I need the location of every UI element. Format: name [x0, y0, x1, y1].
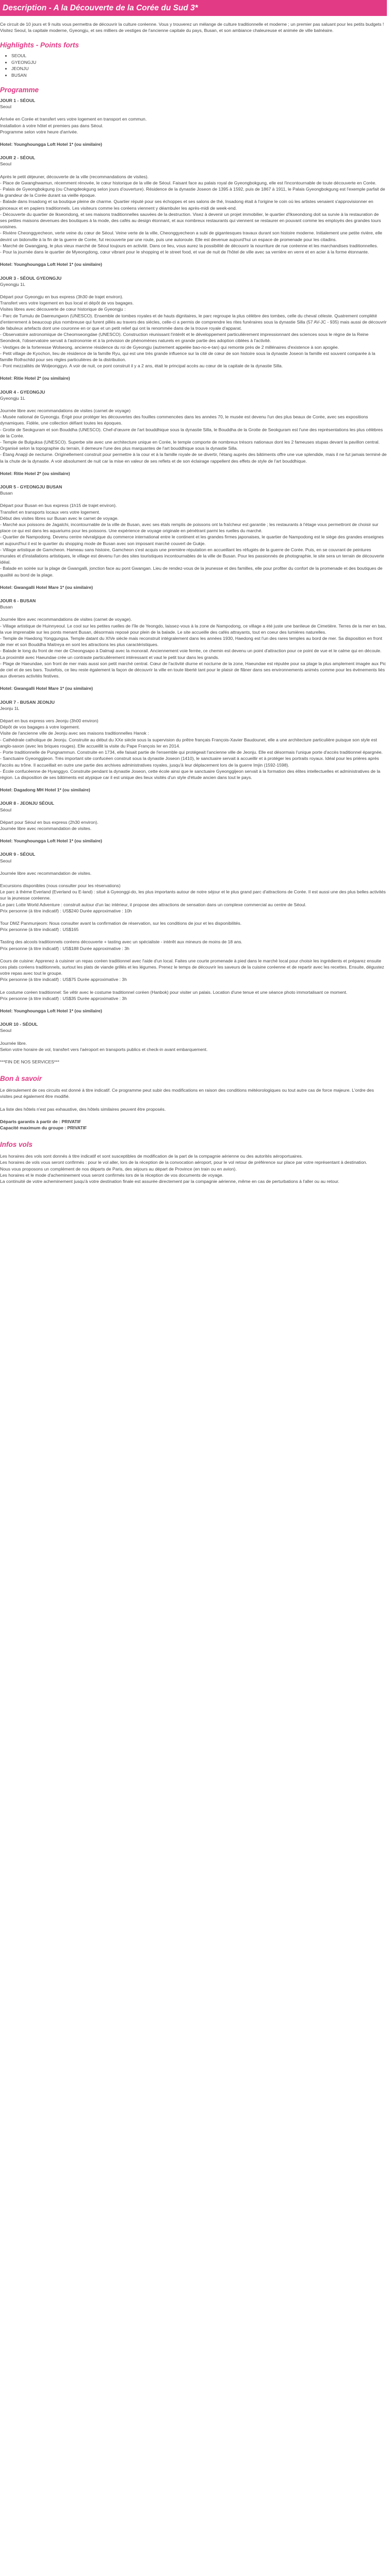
day-paragraph: Journée libre avec recommandations de visites (carnet de voyage) - Musée national de Gyeongju. Érigé pour protéger les découvertes des fouilles commencées dans les années 70, le musée est devenu l'un des plus beaux de Corée, avec ses expositions dynamiques. Fidèle, une collection défiant toutes les époques. - Grotte de Seokguram et son Bouddha (UNESCO). Chef-d'œuvre de l'art bouddhique sous la dynastie Silla, le Bouddha de la Grotte de Seokguram est l'une des représentations les plus célèbres de la Corée. - Temple de Bulguksa (UNESCO). Superbe site avec une architecture unique en Corée, le temple comporte de nombreux trésors nationaux dont les 2 fameuses stupas devant la pavillon central. Organisé selon la topographie du terrain, il demeure l'une des plus marquantes de l'art bouddhique sous la dynastie Silla. - Étang Anapji de necturne. Originellement construit pour permettre à la cour et à la famille royale de se divertir, l'étang auprès des bâtiments offre une vue splendide, mais il ne fut jamais terminé de la la chute de la dynastie. A voir absolument de nuit car la mise en valeur de ses reflets et de son éclairage rappellent des effets de style de l'art bouddhique.	[0, 408, 387, 464]
day-paragraph: Tour DMZ Panmunjeom: Nous consulter avant la confirmation de réservation, sur les conditions de jour et les disponibilités. Prix personne (à titre indicatif) : US$165	[0, 920, 242, 933]
programme-day	[0, 851, 387, 1014]
bon-a-savoir-title: Bon à savoir	[0, 1075, 42, 1083]
programme-days	[0, 97, 387, 1065]
day-paragraph: Départ pour Séoul en bus express (2h30 environ). Journée libre avec recommandation de visites.	[0, 819, 99, 831]
bon-a-savoir-paragraph: La liste des hôtels n'est pas exhaustive, des hôtels similaires peuvent être proposés.	[0, 1106, 166, 1112]
day-hotel: Hotel: Younghoungga Loft Hotel 1* (ou similaire)	[0, 262, 102, 267]
day-title: JOUR 4 - GYEONGJU	[0, 389, 45, 395]
programme-day	[0, 1021, 387, 1065]
day-paragraph: Arrivée en Corée et transfert vers votre logement en transport en commun. Installation à votre hôtel et premiers pas dans Séoul. Programme selon votre heure d'arrivée.	[0, 116, 147, 134]
day-paragraph: Cours de cuisine: Apprenez à cuisiner un repas coréen traditionnel avec l'aide d'un local. Faites une courte promenade à pied dans le marché local pour choisir les ingrédients et préparez ensuite ces plats coréens traditionnels, surtout les plats de viande grillés et les légumes. Prenez le temps de découvrir les saveurs de la cuisine coréenne et de repartir avec les recettes. Ensuite, dégustez votre repas avec tout le groupe. Prix personne (à titre indicatif) : US$75 Durée approximative : 3h	[0, 958, 384, 982]
day-paragraph: Tasting des alcools traditionnels coréens découverte + tasting avec un spécialiste - intérêt aux mineurs de moins de 18 ans. Prix personne (à titre indicatif) : US$188 Durée approximative : 3h	[0, 939, 242, 951]
day-title: JOUR 6 - BUSAN	[0, 598, 36, 604]
day-paragraph: Après le petit déjeuner, découverte de la ville (recommandations de visites). - Place de Gwanghwamun, récemment rénovée, le cœur historique de la ville de Séoul. Faisant face au palais royal de Gyeongbokgung, elle est l'incontournable de toute découverte en Corée. - Palais de Gyeongbokgung (ou Changdeokgung selon jours d'ouverture). Résidence de la dynastie Joseon de 1395 à 1592, puis de 1867 à 1911, le Palais Gyeongbokgung est l'exemple parfait de la grandeur de la Corée durant sa vieille époque. - Balade dans Insadong et sa boutique pleine de charme. Quartier réputé pour ses échoppes et ses salons de thé, Insadong était à l'origine le coin où les artistes venaient s'approvisionner en pinceaux et en papiers traditionnels. Les visiteurs comme les coréens viennent y déambuler les après-midi de week-end. - Découverte du quartier de Ikseondong, et ses maisons traditionnelles sauvées de la destruction. Visez à devenir un projet immobilier, le quartier d'Ikseondong doit sa survie à la restauration de ses petites maisons devenues des boutiques à la mode, des cafés au design étonnant, et aux nombreux restaurants qui viennent se restaurer en pouvant comme les employés des grandes tours voisines. - Rivière Cheonggyecheon, verte veine du cœur de Séoul. Veine verte de la ville, Cheonggyecheon a subi de gigantesques travaux durant son histoire moderne. Initialement une petite rivière, elle devint un bidonville à la fin de la guerre de Corée, fut recouverte par une route, puis une autoroute. Elle est devenue aujourd'hui un espace de promenade pour les citadins. - Marché de Gwangjang, le plus vieux marché de Séoul toujours en activité. Dans ce lieu, vous aurez la possibilité de découvrir la nourriture de rue coréenne et les marchandises traditionnelles. - Pour la journée dans le quartier de Myeongdong, cœur vibrant pour le shopping et le street food, et vue de nuit de l'hôtel de ville avec sa verrière en verre et en acier à la forme étonnante.	[0, 174, 385, 255]
day-paragraph: Départ en bus express vers Jeonju (3h00 environ) Dépôt de vos bagages à votre logement. Visite de l'ancienne ville de Jeonju avec ses maisons traditionnelles Hanok : - Cathédrale catholique de Jeonju. Construite au début du XXe siècle sous la supervision du prêtre français François-Xavier Baudounet, elle a une architecture particulière puisque son style est anglo-saxon (avec les briques rouges). Elle accueillit la visite du Pape François Ier en 2014. - Porte traditionnelle de Pungnammun. Construite en 1734, elle faisait partie de l'ensemble qui protégeait l'ancienne ville de Jeonju. Elle est désormais l'unique porte d'accès traditionnel épargnée. - Sanctuaire Gyeonggijeon. Très important site confucéen construit sous la dynastie Joseon (1410), le sanctuaire servait à accueillir et à protéger les portraits royaux. Idéal pour les prières après l'accès au trône. Il accueillait en outre une partie des archives administratives royales, jusqu'à leur déplacement lors de la guerre Imjin (1592-1598). - École confucéenne de Hyanggyo. Construite pendant la dynastie Joseon, cette école ainsi que le sanctuaire Gyeonggijeon servait à la formation des élites intellectuelles et administratives de la région. La disposition de ses bâtiments est atypique car il est unique des lieux visités d'un style d'étude ancien dans tout le pays.	[0, 718, 383, 780]
day-title: JOUR 9 - SÉOUL	[0, 852, 36, 857]
programme-day	[0, 155, 387, 267]
day-location: Seoul	[0, 858, 11, 863]
day-location: Seoul	[0, 161, 11, 167]
day-hotel: Hotel: Younghoungga Loft Hotel 1* (ou similaire)	[0, 1008, 102, 1013]
day-title: JOUR 5 - GYEONGJU BUSAN	[0, 484, 62, 489]
day-location: Seoul	[0, 104, 11, 110]
programme-day	[0, 97, 387, 147]
programme-title: Programme	[0, 86, 39, 94]
departs-garantis: Départs garantis à partir de : PRIVATIF	[0, 1118, 82, 1124]
page	[0, 0, 391, 1206]
day-title: JOUR 7 - BUSAN JEONJU	[0, 699, 55, 705]
day-paragraph: ***FIN DE NOS SERVICES***	[0, 1059, 59, 1064]
points-list	[0, 53, 387, 78]
points-title: Highlights - Points forts	[0, 41, 79, 49]
day-paragraph: Journée libre. Selon votre horaire de vol, transfert vers l'aéroport en transports publics et check-in avant embarquement.	[0, 1040, 208, 1052]
description-header: Description - A la Découverte de la Corée du Sud 3*	[0, 0, 387, 16]
infos-vols-text	[0, 1153, 387, 1184]
day-paragraph: Le costume coréen traditionnel: Se vêtir avec le costume traditionnel coréen (Hanbok) pour visiter un palais. Location d'une tenue et une séance photo immortalisant ce moment. Prix personne (à titre indicatif) : US$35 Durée approximative : 3h	[0, 989, 348, 1001]
day-location: Gyeongju 1L	[0, 395, 25, 401]
programme-day	[0, 800, 387, 844]
day-paragraph: Excursions disponibles (nous consulter pour les réservations) Le parc à thème Everland (Everland ou E-land) : situé à Gyeonggi-do, les plus importants autour de notre séjour et le plus grand parc d'attractions de Corée. Il est aussi une des plus belles activités sur la jeunesse coréenne. Le parc Lotte World Adventure : construit autour d'un lac intérieur, il propose des attractions de sensation dans un complexe commercial au centre de Séoul. Prix personne (à titre indicatif) : US$240 Durée approximative : 10h	[0, 883, 386, 913]
day-hotel: Hotel: Gwangalli Hotel Mare 1* (ou similaire)	[0, 584, 93, 590]
bon-a-savoir-text	[0, 1087, 387, 1112]
point-item: • JEONJU	[11, 65, 387, 72]
day-hotel: Hotel: Dagadong MH Hotel 1* (ou similaire)	[0, 787, 90, 793]
day-title: JOUR 1 - SÉOUL	[0, 98, 36, 104]
day-hotel: Hotel: Younghoungga Loft Hotel 1* (ou similaire)	[0, 838, 102, 844]
programme-day	[0, 389, 387, 477]
day-location: Seoul	[0, 1028, 11, 1033]
day-hotel: Hotel: Ritie Hotel 2* (ou similaire)	[0, 376, 70, 381]
infos-vols-paragraph: Les horaires des vols sont donnés à titre indicatif et sont susceptibles de modification de la part de la compagnie aérienne ou des autorités aéroportuaires. Les horaires de vols vous seront confirmés : pour le vol aller, lors de la réception de la convocation aéroport, pour le vol retour de préférence sur place par votre représentant à destination. Nous vous proposons un complément de nos départs de Paris, des séjours au départ de Province (en train ou en avion). Les horaires et le mode d'acheminement vous seront confirmés lors de la réception de vos documents de voyage. La continuité de votre acheminement jusqu'à votre destination finale est assurée directement par la compagnie aérienne, même en cas de perturbations à l'aller ou au retour.	[0, 1154, 367, 1184]
day-location: Gyeongju 1L	[0, 281, 25, 287]
content	[0, 21, 387, 1184]
day-title: JOUR 8 - JEONJU SÉOUL	[0, 801, 55, 806]
programme-day	[0, 484, 387, 590]
day-title: JOUR 3 - SÉOUL GYEONGJU	[0, 275, 62, 281]
point-item: • SEOUL	[11, 53, 387, 59]
programme-day	[0, 598, 387, 692]
day-location: Busan	[0, 604, 13, 610]
day-hotel: Hotel: Gwangalli Hotel Mare 1* (ou similaire)	[0, 686, 93, 691]
bon-a-savoir-paragraph: Le déroulement de ces circuits est donné à titre indicatif. Ce programme peut subir des modifications en raison des conditions météorologiques ou tout autre cas de force majeure. L'ordre des visites peut également être modifié.	[0, 1088, 374, 1099]
day-paragraph: Journée libre avec recommandations de visites (carnet de voyage). - Village artistique de Huinnyeoul. Le cool sur les petites ruelles de l'île de Yeongdo, laissez-vous à la zone de Nampodong, ce village a été juste une banlieue de Cimetière. Terres de la mer en bas, la vue imprenable sur les ponts menant Busan, désormais reposé pour plein de la balade. Le site accueille des cafés attrayants, tout en coeur des lumières naturelles. - Temple de Haedong Yonggungsa. Temple datant du XIVe siècle mais reconstruit intégralement dans les années 1930, Haedong est l'un des rares temples au bord de mer. Sa disposition en front de mer et son Bouddha Maitreya en sont les attractions les plus caractéristiques. - Balade le long du front de mer de Cheongsapo à Dalmaji avec la monorail. Anciennement voie ferrée, ce chemin est devenu un point d'attraction pour ce point de vue et le calme qui en découle. La proximité avec Haeundae crée un contraste particulièrement intéressant et vaut le petit tour dans les grands. - Plage de Haeundae, son front de mer mais aussi son petit marché central. Cœur de l'activité diurne et nocturne de la zone, Haeundae est réputée pour sa plage la plus amplement imagée aux Pic de ciel et de ses bars. Toutefois, ce lieu reste également la façon de découvrir la ville en toute liberté tant pour le plaisir de flâner dans ses environnements animés comme pour les événements liés aux diverses activités festives.	[0, 617, 386, 679]
day-title: JOUR 2 - SÉOUL	[0, 155, 36, 161]
day-paragraph: Départ pour Busan en bus express (1h15 de trajet environ). Transfert en transports locaux vers votre logement. Début des visites libres sur Busan avec le carnet de voyage. - Marché aux poissons de Jagalchi, incontournable de la ville de Busan, avec ses étals remplis de poissons ont la fraîcheur est garantie ; les restaurants à l'étage vous permettront de choisir sur place ce qui est dans les aquariums pour les poissons. Une expérience de voyage originale en pénétrant parmi les ruelles du marché. - Quartier de Nampodong. Devenu centre névralgique du commerce international entre le continent et les grandes firmes japonaises, le quartier de Nampodong est le siège des grandes enseignes et aujourd'hui il est le quartier du shopping mode de Busan avec son imposant marché couvert de Gukje. - Village artistique de Gamcheon. Hameau sans histoire, Gamcheon s'est acquis une première réputation en accueillant les réfugiés de la guerre de Corée. Puis, en se couvrant de peintures murales et d'installations artistiques, le village est devenu l'un des sites touristiques incontournables de la ville de Busan. Pour les passionnés de photographie, le site sera un terrain de découverte idéal. - Balade en soirée sur la plage de Gwangalli, jonction face au pont Gwangan. Lieu de rendez-vous de la jeunesse et des familles, elle pour profiter du confort de la promenade et des boutiques de qualité au bord de la plage.	[0, 503, 384, 578]
infos-vols-title: Infos vols	[0, 1141, 33, 1149]
day-hotel: Hotel: Ritie Hotel 2* (ou similaire)	[0, 470, 70, 476]
programme-day	[0, 275, 387, 382]
day-title: JOUR 10 - SÉOUL	[0, 1022, 38, 1027]
programme-day	[0, 699, 387, 793]
point-item: • GYEONGJU	[11, 59, 387, 65]
day-paragraph: Départ pour Gyeongju en bus express (3h30 de trajet environ). Transfert vers votre logement en bus local et dépôt de vos bagages. Visites libres avec découverte de cœur historique de Gyeongju : - Parc de Tumulu de Daereungwon (UNESCO). Ensemble de tombes royales et de hauts dignitaires, le parc regroupe la plus célèbre des tombes, celle du cheval céleste. Quatrement complété d'enterrement à beaucoup plus nombreuse qui furent pillés au travers des siècles, celle-ci a permis de comprendre les rites funéraires sous la dynastie Silla (57 AV-JC - 935) mais aussi de découvrir de fabuleux artefacts dont une couronne en or que et un petit relief qui ont la renommée dans de la trouve royale d'apparat. - Observatoire astronomique de Cheomseongdae (UNESCO). Construction réunissant l'intérêt et le développement particulièrement impressionnant des sciences sous le règne de la Reine Seondeok, l'observatoire servait à l'astronomie et à la prévision de phénomènes naturels en grande partie des adoption ciblées à l'activité. - Vestiges de la forteresse Wolseong, ancienne résidence du roi de Gyeongju (autrement appelée bao-no-e-tan) qui remonte près de 2 millénaires d'existence à son apogée. - Petit village de Kyochon, lieu de résidence de la famille Ryu, qui est une très grande influence sur la cité de cœur de son histoire sous la dynastie Joseon la famille est souvent comparée à la famille Rothschild pour ses règles particulières de la distribution. - Pont mezzalités de Woljeonggyo. A voir de nuit, ce pont construit il y a 2 ans, était le principal accès au cœur de la capitale de la dynastie Silla.	[0, 294, 387, 369]
day-hotel: Hotel: Younghoungga Loft Hotel 1* (ou similaire)	[0, 142, 102, 147]
day-location: Séoul	[0, 807, 11, 812]
day-paragraph: Journée libre avec recommandation de visites.	[0, 870, 92, 876]
intro-text: Ce circuit de 10 jours et 9 nuits vous permettra de découvrir la culture coréenne. Vous y trouverez un mélange de culture traditionnelle et moderne ; un premier pas saluant pour les petits budgets ! Visitez Seoul, la capitale moderne, Gyeongju, et ses milliers de vestiges de l'ancienne capitale du pays, Busan, et son ambiance chaleureuse et animée de ville balnéaire.	[0, 22, 384, 33]
day-location: Busan	[0, 490, 13, 496]
capacite-maximum: Capacité maximum du groupe : PRIVATIF	[0, 1125, 87, 1131]
day-location: Jeonju 1L	[0, 705, 20, 711]
point-item: • BUSAN	[11, 72, 387, 78]
